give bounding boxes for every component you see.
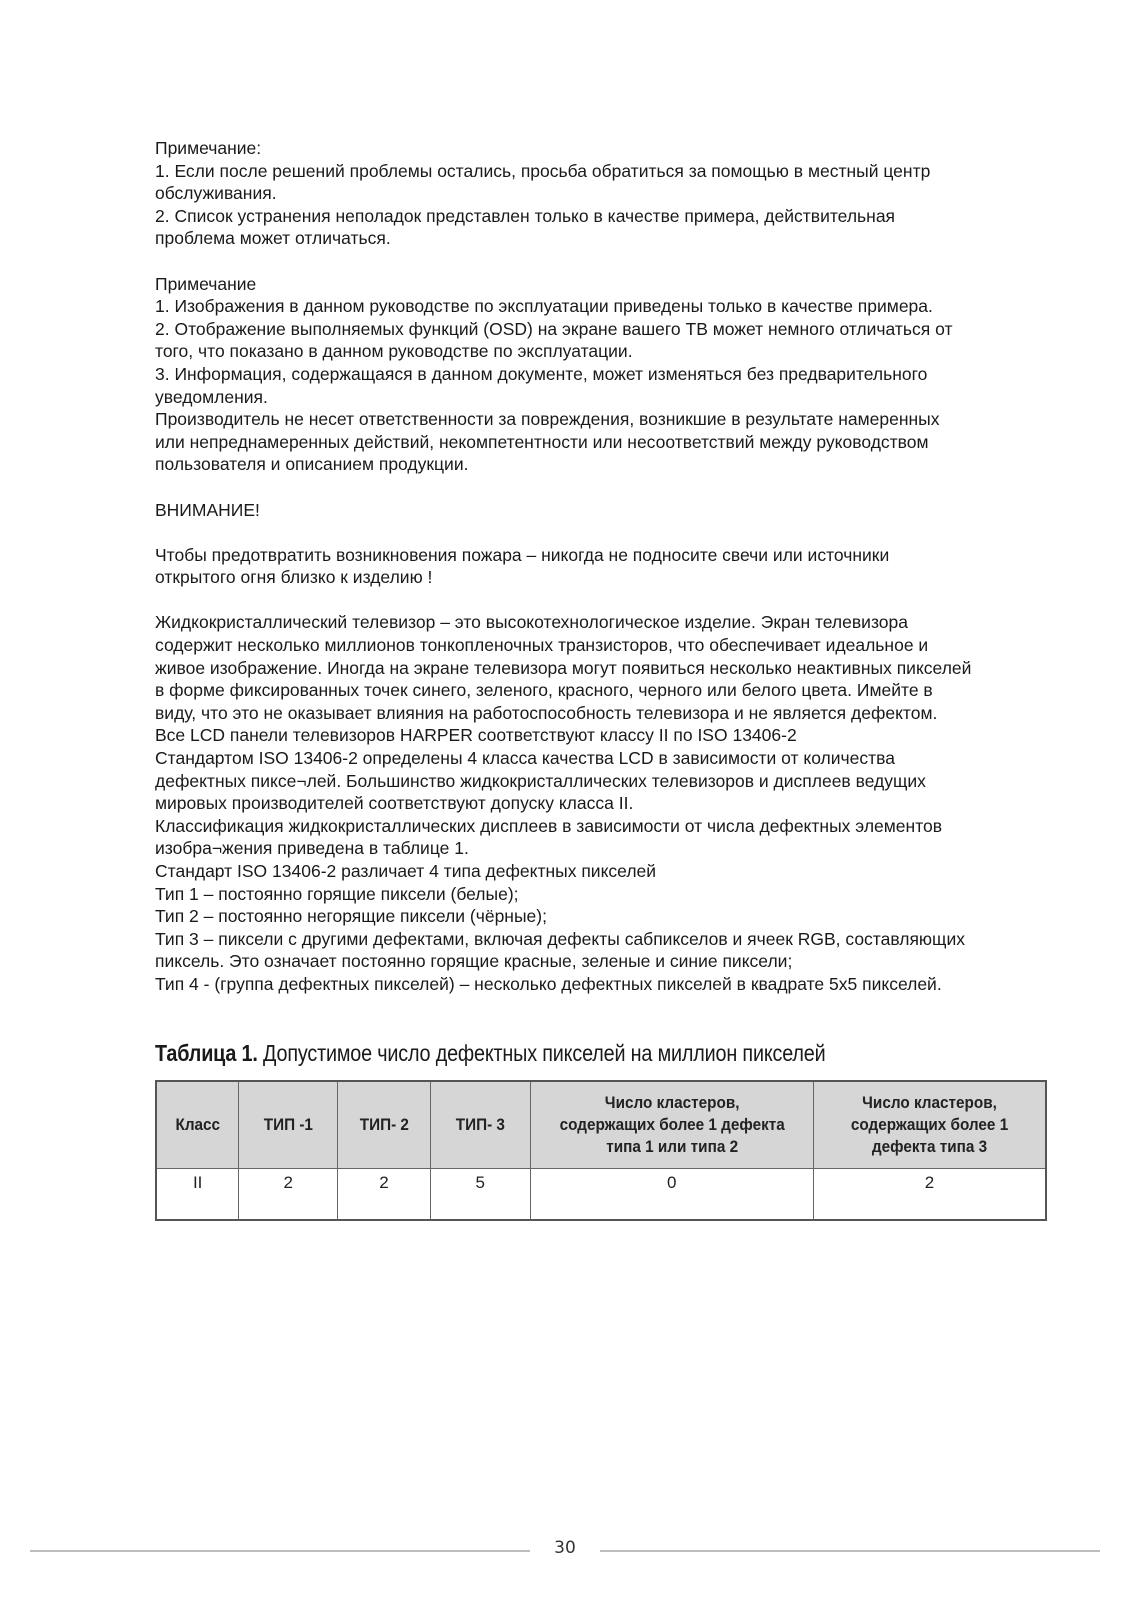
text-line: того, что показано в данном руководстве по эксплуатации.: [155, 341, 633, 362]
text-line: виду, что это не оказывает влияния на работоспособность телевизора и не является дефектом.: [155, 702, 938, 723]
text-line: проблема может отличаться.: [155, 228, 391, 249]
text-line: содержит несколько миллионов тонкопленочных транзисторов, что обеспечивает идеальное и: [155, 635, 929, 656]
text-line: Тип 4 - (группа дефектных пикселей) – несколько дефектных пикселей в квадрате 5х5 пикселей.: [155, 973, 942, 994]
text-line: Чтобы предотвратить возникновения пожара – никогда не подносите свечи или источники: [155, 544, 890, 565]
text-line: Примечание: [155, 273, 257, 294]
text-line: ВНИМАНИЕ!: [155, 499, 260, 520]
header-clusters-type-3: Число кластеров, содержащих более 1 дефекта типа 3: [813, 1081, 1046, 1169]
cell-class: II: [156, 1169, 239, 1221]
cell-type-3: 5: [430, 1169, 530, 1221]
text-line: 1. Изображения в данном руководстве по эксплуатации приведены только в качестве примера.: [155, 296, 933, 317]
header-class: Класс: [156, 1081, 239, 1169]
table-title-text: Допустимое число дефектных пикселей на миллион пикселей: [257, 1040, 826, 1066]
text-line: Стандарт ISO 13406-2 различает 4 типа дефектных пикселей: [155, 861, 657, 881]
text-line: Тип 1 – постоянно горящие пиксели (белые);: [155, 883, 519, 904]
text-line: или непреднамеренных действий, некомпетентности или несоответствий между руководством: [155, 431, 929, 452]
header-type-2: ТИП- 2: [338, 1081, 431, 1169]
text-line: Жидкокристаллический телевизор – это высокотехнологическое изделие. Экран телевизора: [155, 612, 908, 633]
table-title-number: Таблица 1.: [155, 1040, 258, 1066]
paragraph-gap: [155, 589, 1055, 612]
text-line: 2. Отображение выполняемых функций (OSD) на экране вашего ТВ может немного отличаться от: [155, 318, 953, 339]
body-text: [155, 137, 1055, 996]
text-line: обслуживания.: [155, 183, 277, 204]
paragraph-gap: [155, 250, 1055, 273]
text-line: уведомления.: [155, 386, 268, 407]
text-line: пользователя и описанием продукции.: [155, 454, 469, 475]
header-type-3: ТИП- 3: [430, 1081, 530, 1169]
paragraph-gap: [155, 476, 1055, 499]
text-line: в форме фиксированных точек синего, зеленого, красного, черного или белого цвета. Имейте в: [155, 680, 933, 701]
text-line: мировых производителей соответствуют допуску класса II.: [155, 793, 634, 814]
paragraph-gap: [155, 521, 1055, 544]
text-line: Стандартом ISO 13406-2 определены 4 класса качества LCD в зависимости от количества: [155, 748, 895, 769]
cell-type-1: 2: [239, 1169, 338, 1221]
text-line: живое изображение. Иногда на экране телевизора могут появиться несколько неактивных пикселей: [155, 657, 972, 678]
text-line: Производитель не несет ответственности за повреждения, возникшие в результате намеренных: [155, 409, 940, 430]
text-line: Тип 2 – постоянно негорящие пиксели (чёрные);: [155, 906, 547, 927]
text-line: Примечание:: [155, 138, 262, 158]
table-row: [156, 1169, 1046, 1221]
cell-clusters-type-1-2: 0: [530, 1169, 813, 1221]
text-line: открытого огня близко к изделию !: [155, 567, 433, 588]
table-title: [155, 1040, 825, 1067]
text-line: 2. Список устранения неполадок представлен только в качестве примера, действительная: [155, 205, 896, 226]
header-clusters-type-1-2: Число кластеров, содержащих более 1 дефекта типа 1 или типа 2: [530, 1081, 813, 1169]
cell-type-2: 2: [338, 1169, 431, 1221]
header-type-1: ТИП -1: [239, 1081, 338, 1169]
text-line: Тип 3 – пиксели с другими дефектами, включая дефекты сабпикселов и ячеек RGB, составляющих: [155, 928, 965, 949]
text-line: 1. Если после решений проблемы остались, просьба обратиться за помощью в местный центр: [155, 160, 931, 181]
footer-rule-right: [600, 1550, 1100, 1552]
footer-rule-left: [30, 1550, 530, 1552]
page-number: 30: [554, 1538, 576, 1558]
text-line: Все LCD панели телевизоров HARPER соответствуют классу II по ISO 13406-2: [155, 725, 797, 746]
text-line: Классификация жидкокристаллических дисплеев в зависимости от числа дефектных элементов: [155, 815, 943, 836]
table-header-row: [156, 1081, 1046, 1169]
defect-pixels-table: [155, 1080, 1047, 1221]
text-line: дефектных пиксе¬лей. Большинство жидкокристаллических телевизоров и дисплеев ведущих: [155, 770, 926, 791]
text-line: изобра¬жения приведена в таблице 1.: [155, 838, 469, 859]
text-line: пиксель. Это означает постоянно горящие красные, зеленые и синие пиксели;: [155, 951, 793, 972]
text-line: 3. Информация, содержащаяся в данном документе, может изменяться без предварительного: [155, 363, 928, 384]
cell-clusters-type-3: 2: [813, 1169, 1046, 1221]
